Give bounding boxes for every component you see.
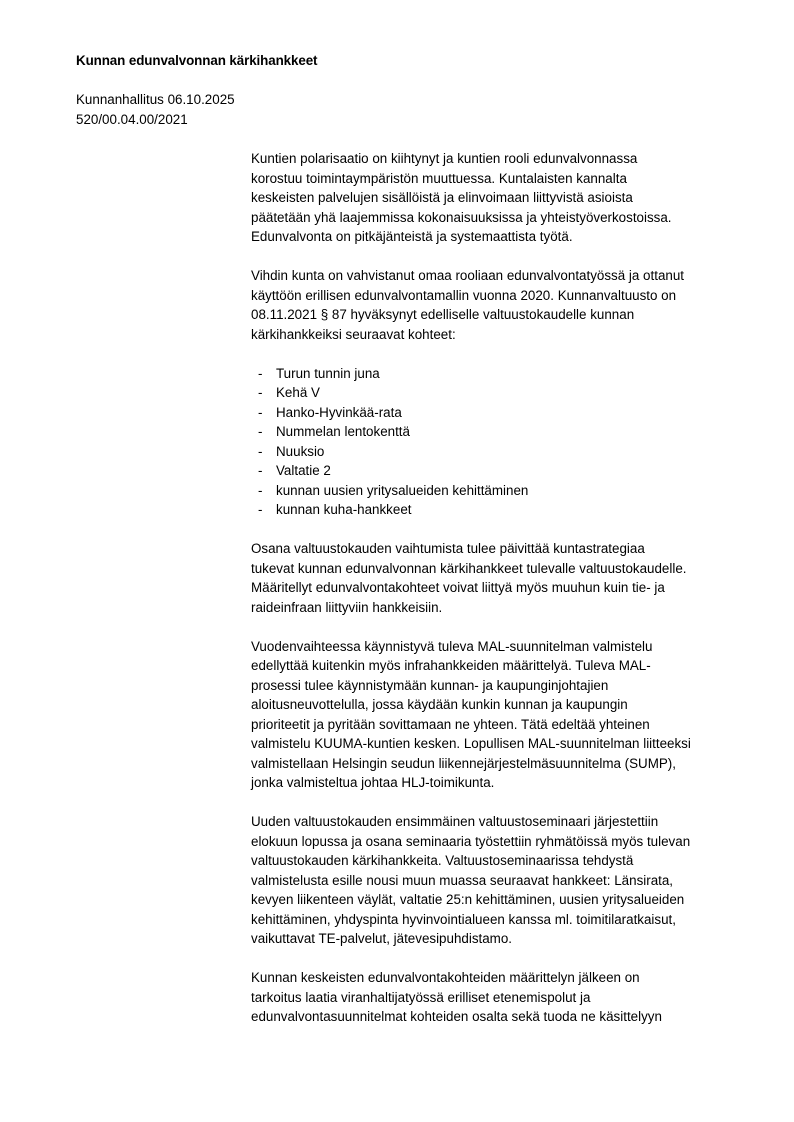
bullet-dash: - [258,424,263,439]
paragraph-line: edunvalvontasuunnitelmat kohteiden osalta sekä tuoda ne käsittelyyn [251,1009,662,1024]
bullet-dash: - [258,463,263,478]
paragraph-line: kevyen liikenteen väylät, valtatie 25:n kehittäminen, uusien yritysalueiden [251,892,685,907]
project-list-item [251,461,751,481]
paragraphs-after-list [251,539,751,1027]
paragraph-line: Vuodenvaihteessa käynnistyvä tuleva MAL-suunnitelman valmistelu [251,638,653,654]
paragraph-line: Osana valtuustokauden vaihtumista tulee päivittää kuntastrategiaa [251,541,645,556]
project-list-item [251,500,751,520]
document-body [251,149,751,1046]
paragraph-line: Uuden valtuustokauden ensimmäinen valtuustoseminaari järjestettiin [251,814,659,829]
project-list-item [251,364,751,384]
paragraph-line: valmistelu KUUMA-kuntien kesken. Lopullisen MAL-suunnitelman liitteeksi [251,736,691,751]
paragraph-line: käyttöön erillisen edunvalvontamallin vuonna 2020. Kunnanvaltuusto on [251,287,677,303]
project-name: Kehä V [276,385,320,400]
paragraph-line: 08.11.2021 § 87 hyväksynyt edelliselle valtuustokaudelle kunnan [251,307,635,322]
project-list-item [251,442,751,462]
paragraph [251,266,751,344]
paragraph [251,812,751,949]
paragraph-line: valmistellaan Helsingin seudun liikennejärjestelmäsuunnitelma (SUMP), [251,755,676,771]
paragraph-line: Kunnan keskeisten edunvalvontakohteiden määrittelyn jälkeen on [251,970,640,985]
bullet-dash: - [258,365,263,381]
paragraph-line: tukevat kunnan edunvalvonnan kärkihankkeet tulevalle valtuustokaudelle. [251,560,687,576]
paragraph-line: keskeisten palvelujen sisällöistä ja elinvoimaan liittyvistä asioista [251,190,633,205]
bullet-dash: - [258,443,263,459]
bullet-dash: - [258,404,263,420]
project-name: kunnan kuha-hankkeet [276,502,412,517]
paragraph-line: valmistelusta esille nousi muun muassa seuraavat hankkeet: Länsirata, [251,872,674,888]
paragraph-line: Vihdin kunta on vahvistanut omaa rooliaan edunvalvontatyössä ja ottanut [251,268,685,283]
reference-number: 520/00.04.00/2021 [76,111,188,127]
paragraph-line: Kuntien polarisaatio on kiihtynyt ja kuntien rooli edunvalvonnassa [251,151,638,166]
project-name: kunnan uusien yritysalueiden kehittäminen [276,482,529,498]
document-meta [76,90,235,129]
project-name: Hanko-Hyvinkää-rata [276,404,402,420]
paragraph-line: päätetään yhä laajemmissa kokonaisuuksissa ja yhteistyöverkostoissa. [251,209,672,225]
paragraph-line: valtuustokauden kärkihankkeita. Valtuustoseminaarissa tehdystä [251,853,634,868]
paragraph [251,637,751,793]
paragraph-line: kärkihankkeiksi seuraavat kohteet: [251,326,456,342]
document-title: Kunnan edunvalvonnan kärkihankkeet [76,53,318,68]
paragraph [251,539,751,617]
paragraph-line: tarkoitus laatia viranhaltijatyössä erilliset etenemispolut ja [251,989,591,1005]
paragraph [251,968,751,1027]
meeting-line: Kunnanhallitus 06.10.2025 [76,92,235,107]
paragraph-line: prioriteetit ja pyritään sovittamaan ne yhteen. Tätä edeltää yhteinen [251,716,650,732]
paragraph-line: raideinfraan liittyviin hankkeisiin. [251,599,443,615]
paragraph-line: Edunvalvonta on pitkäjänteistä ja systemaattista työtä. [251,229,573,244]
paragraph-line: aloitusneuvottelulla, jossa käydään kunkin kunnan ja kaupungin [251,697,628,712]
paragraph-line: kehittäminen, yhdyspinta hyvinvointialueen kanssa ml. toimitilaratkaisut, [251,911,676,927]
paragraph-line: Määritellyt edunvalvontakohteet voivat liittyä myös muuhun kuin tie- ja [251,580,665,595]
project-name: Nuuksio [276,443,325,459]
project-list-item [251,383,751,403]
project-name: Nummelan lentokenttä [276,424,410,439]
paragraph-line: prosessi tulee käynnistymään kunnan- ja kaupunginjohtajien [251,677,609,693]
project-list-item [251,403,751,423]
paragraph-line: elokuun lopussa ja osana seminaaria työstettiin ryhmätöissä myös tulevan [251,833,691,849]
paragraph-line: vaikuttavat TE-palvelut, jätevesipuhdistamo. [251,931,513,946]
bullet-dash: - [258,502,263,517]
project-list [251,364,751,520]
project-name: Turun tunnin juna [276,365,380,381]
project-name: Valtatie 2 [276,463,331,478]
paragraph-line: korostuu toimintaympäristön muuttuessa. Kuntalaisten kannalta [251,170,627,186]
paragraph [251,149,751,247]
paragraph-line: jonka valmisteltua johtaa HLJ-toimikunta. [251,775,495,790]
project-list-item [251,422,751,442]
paragraph-line: edellyttää kuitenkin myös infrahankkeiden määrittelyä. Tuleva MAL- [251,658,651,673]
bullet-dash: - [258,385,263,400]
project-list-item [251,481,751,501]
paragraphs-before-list [251,149,751,344]
bullet-dash: - [258,482,263,498]
